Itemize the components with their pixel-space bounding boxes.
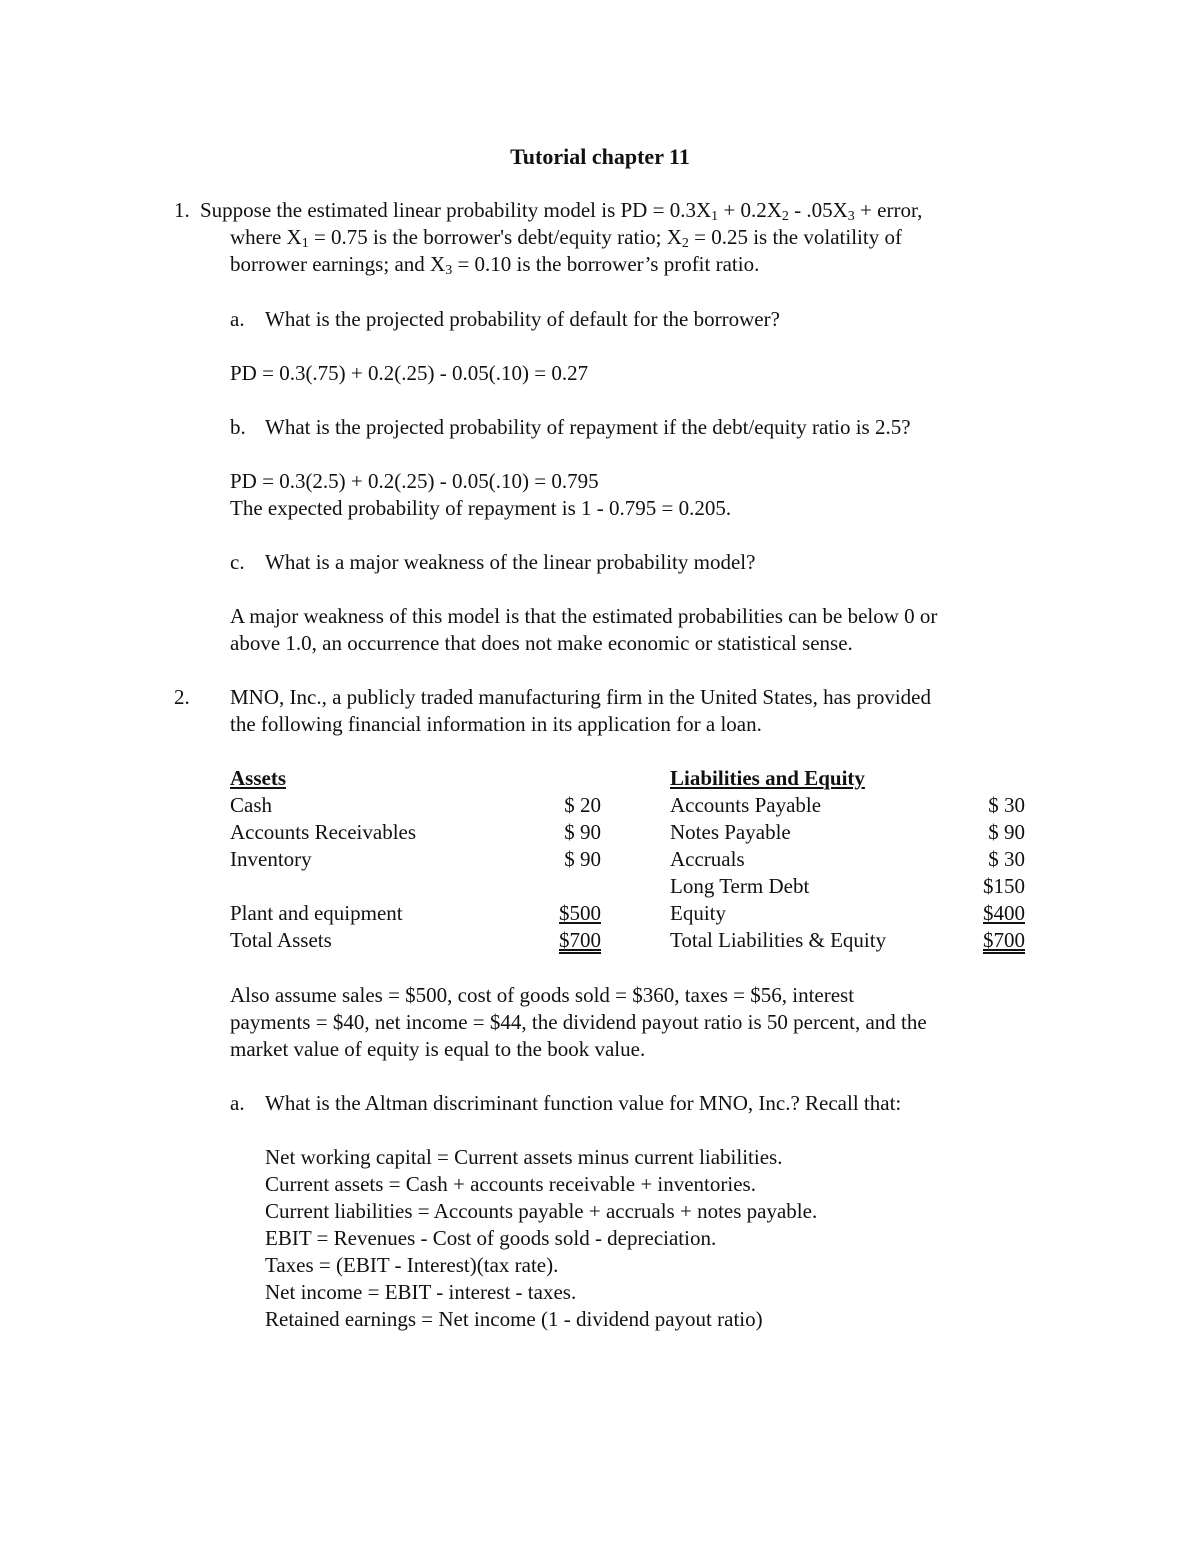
asset-label: Inventory [230, 847, 312, 871]
q2-assumption-line-3: market value of equity is equal to the book value. [230, 1037, 646, 1061]
q1c-answer-line-1: A major weakness of this model is that the estimated probabilities can be below 0 or [230, 604, 938, 628]
q2-assumption-line-1: Also assume sales = $500, cost of goods sold = $360, taxes = $56, interest [230, 983, 855, 1007]
q1c-answer-line-2: above 1.0, an occurrence that does not make economic or statistical sense. [230, 631, 853, 655]
asset-amount: $ 90 [564, 820, 601, 844]
liabilities-header: Liabilities and Equity [670, 766, 865, 790]
q1c-question: What is a major weakness of the linear probability model? [265, 550, 756, 574]
recall-line: Current liabilities = Accounts payable + accruals + notes payable. [265, 1199, 818, 1223]
recall-line: EBIT = Revenues - Cost of goods sold - depreciation. [265, 1226, 717, 1250]
q2a-letter: a. [230, 1091, 245, 1115]
liability-label: Long Term Debt [670, 874, 810, 898]
q2a-question: What is the Altman discriminant function value for MNO, Inc.? Recall that: [265, 1091, 902, 1115]
asset-label: Cash [230, 793, 272, 817]
q1a-answer: PD = 0.3(.75) + 0.2(.25) - 0.05(.10) = 0.27 [230, 361, 589, 385]
q1c-letter: c. [230, 550, 245, 574]
liability-label: Equity [670, 901, 726, 925]
q1-stem-line-3: borrower earnings; and $X_3 = 0.10$ is the borrower’s profit ratio. [230, 252, 760, 278]
q1b-letter: b. [230, 415, 246, 439]
q1-stem-line-1: Suppose the estimated linear probability model is PD = $0.3X_1 + 0.2X_2 - .05X_3$ + error, [200, 198, 923, 224]
recall-line: Net income = EBIT - interest - taxes. [265, 1280, 577, 1304]
q1b-question: What is the projected probability of repayment if the debt/equity ratio is 2.5? [265, 415, 911, 439]
q1a-letter: a. [230, 307, 245, 331]
q1b-answer-line-1: PD = 0.3(2.5) + 0.2(.25) - 0.05(.10) = 0.795 [230, 469, 599, 493]
liability-total-amount: $700 [983, 928, 1025, 952]
q1a-question: What is the projected probability of default for the borrower? [265, 307, 780, 331]
liability-label: Accruals [670, 847, 745, 871]
recall-line: Taxes = (EBIT - Interest)(tax rate). [265, 1253, 559, 1277]
asset-label: Plant and equipment [230, 901, 403, 925]
q1-stem-line-2: where $X_1 = 0.75$ is the borrower's debt/equity ratio; $X_2 = 0.25$ is the volatility of [230, 225, 902, 251]
liability-amount: $400 [983, 901, 1025, 925]
q2-assumption-line-2: payments = $40, net income = $44, the dividend payout ratio is 50 percent, and the [230, 1010, 927, 1034]
asset-amount: $ 90 [564, 847, 601, 871]
asset-label: Accounts Receivables [230, 820, 417, 844]
liability-amount: $ 30 [988, 847, 1025, 871]
liability-total-label: Total Liabilities & Equity [670, 928, 887, 952]
liability-label: Accounts Payable [670, 793, 822, 817]
asset-total-label: Total Assets [230, 928, 332, 952]
recall-line: Net working capital = Current assets minus current liabilities. [265, 1145, 783, 1169]
q2-number: 2. [174, 685, 190, 709]
asset-amount: $ 20 [564, 793, 601, 817]
liability-amount: $150 [983, 874, 1025, 898]
q1b-answer-line-2: The expected probability of repayment is 1 - 0.795 = 0.205. [230, 496, 732, 520]
recall-line: Current assets = Cash + accounts receivable + inventories. [265, 1172, 756, 1196]
recall-line: Retained earnings = Net income (1 - dividend payout ratio) [265, 1307, 763, 1331]
liability-amount: $ 90 [988, 820, 1025, 844]
q2-stem-line-1: MNO, Inc., a publicly traded manufacturing firm in the United States, has provided [230, 685, 931, 709]
asset-total-amount: $700 [559, 928, 601, 952]
q2-stem-line-2: the following financial information in its application for a loan. [230, 712, 762, 736]
liability-amount: $ 30 [988, 793, 1025, 817]
q1-number: 1. [174, 198, 190, 222]
liability-label: Notes Payable [670, 820, 791, 844]
page-title: Tutorial chapter 11 [510, 144, 690, 169]
assets-header: Assets [230, 766, 286, 790]
asset-amount: $500 [559, 901, 601, 925]
